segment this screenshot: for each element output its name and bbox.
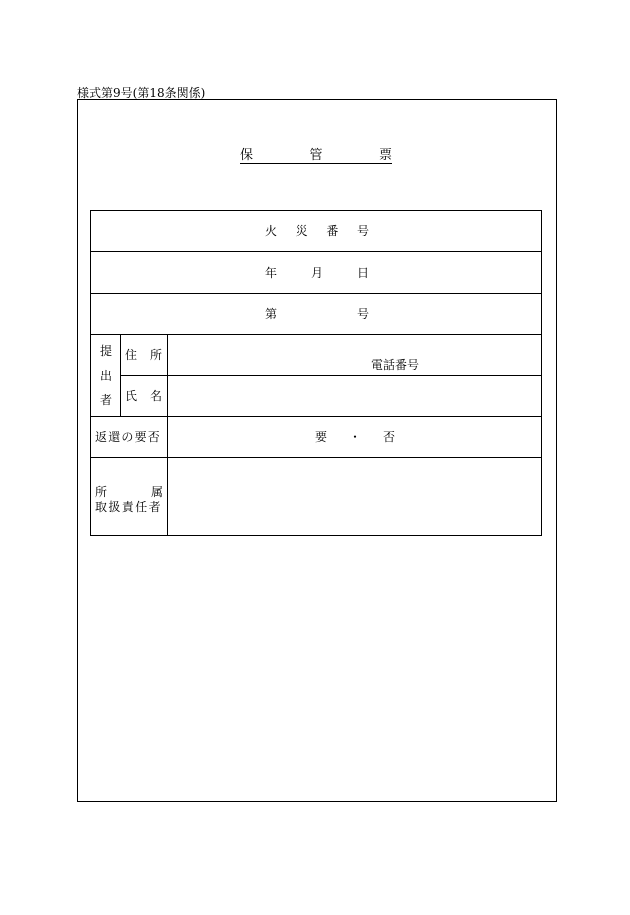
department-label-char: 属 [150, 485, 163, 499]
fire-number-char: 番 [326, 224, 339, 238]
day-char: 日 [356, 266, 369, 280]
title-char: 管 [309, 148, 323, 163]
number-row [91, 307, 543, 321]
year-char: 年 [265, 266, 278, 280]
submitter-label-char: 提 [100, 344, 113, 358]
fire-number-char: 災 [295, 224, 308, 238]
return-options [315, 430, 395, 444]
submitter-label-char: 者 [100, 393, 113, 407]
form-number-label: 様式第9号(第18条関係) [77, 86, 206, 100]
form-title [240, 149, 392, 164]
department-label-char: 所 [95, 485, 108, 499]
address-label-char: 所 [149, 348, 162, 362]
fire-number-char: 号 [356, 224, 369, 238]
submitter-label-char: 出 [100, 369, 113, 383]
number-suffix-char: 号 [356, 307, 369, 321]
address-label [125, 348, 162, 362]
title-char: 票 [378, 148, 392, 163]
month-char: 月 [310, 266, 323, 280]
fire-number-char: 火 [265, 224, 278, 238]
title-char: 保 [240, 148, 254, 163]
fire-number-row [91, 224, 543, 238]
department-label [95, 485, 163, 499]
officer-in-charge-label: 取扱責任者 [95, 500, 163, 514]
storage-slip-table [90, 210, 542, 536]
phone-number-label: 電話番号 [371, 358, 420, 372]
name-label-char: 名 [149, 389, 162, 403]
number-prefix-char: 第 [265, 307, 278, 321]
date-row [91, 266, 543, 280]
return-option-yes: 要 [315, 430, 328, 444]
name-label [125, 389, 162, 403]
return-required-label: 返還の要否 [95, 430, 162, 444]
address-label-char: 住 [125, 348, 138, 362]
return-option-separator: ・ [348, 430, 361, 444]
name-label-char: 氏 [125, 389, 138, 403]
return-option-no: 否 [382, 430, 395, 444]
